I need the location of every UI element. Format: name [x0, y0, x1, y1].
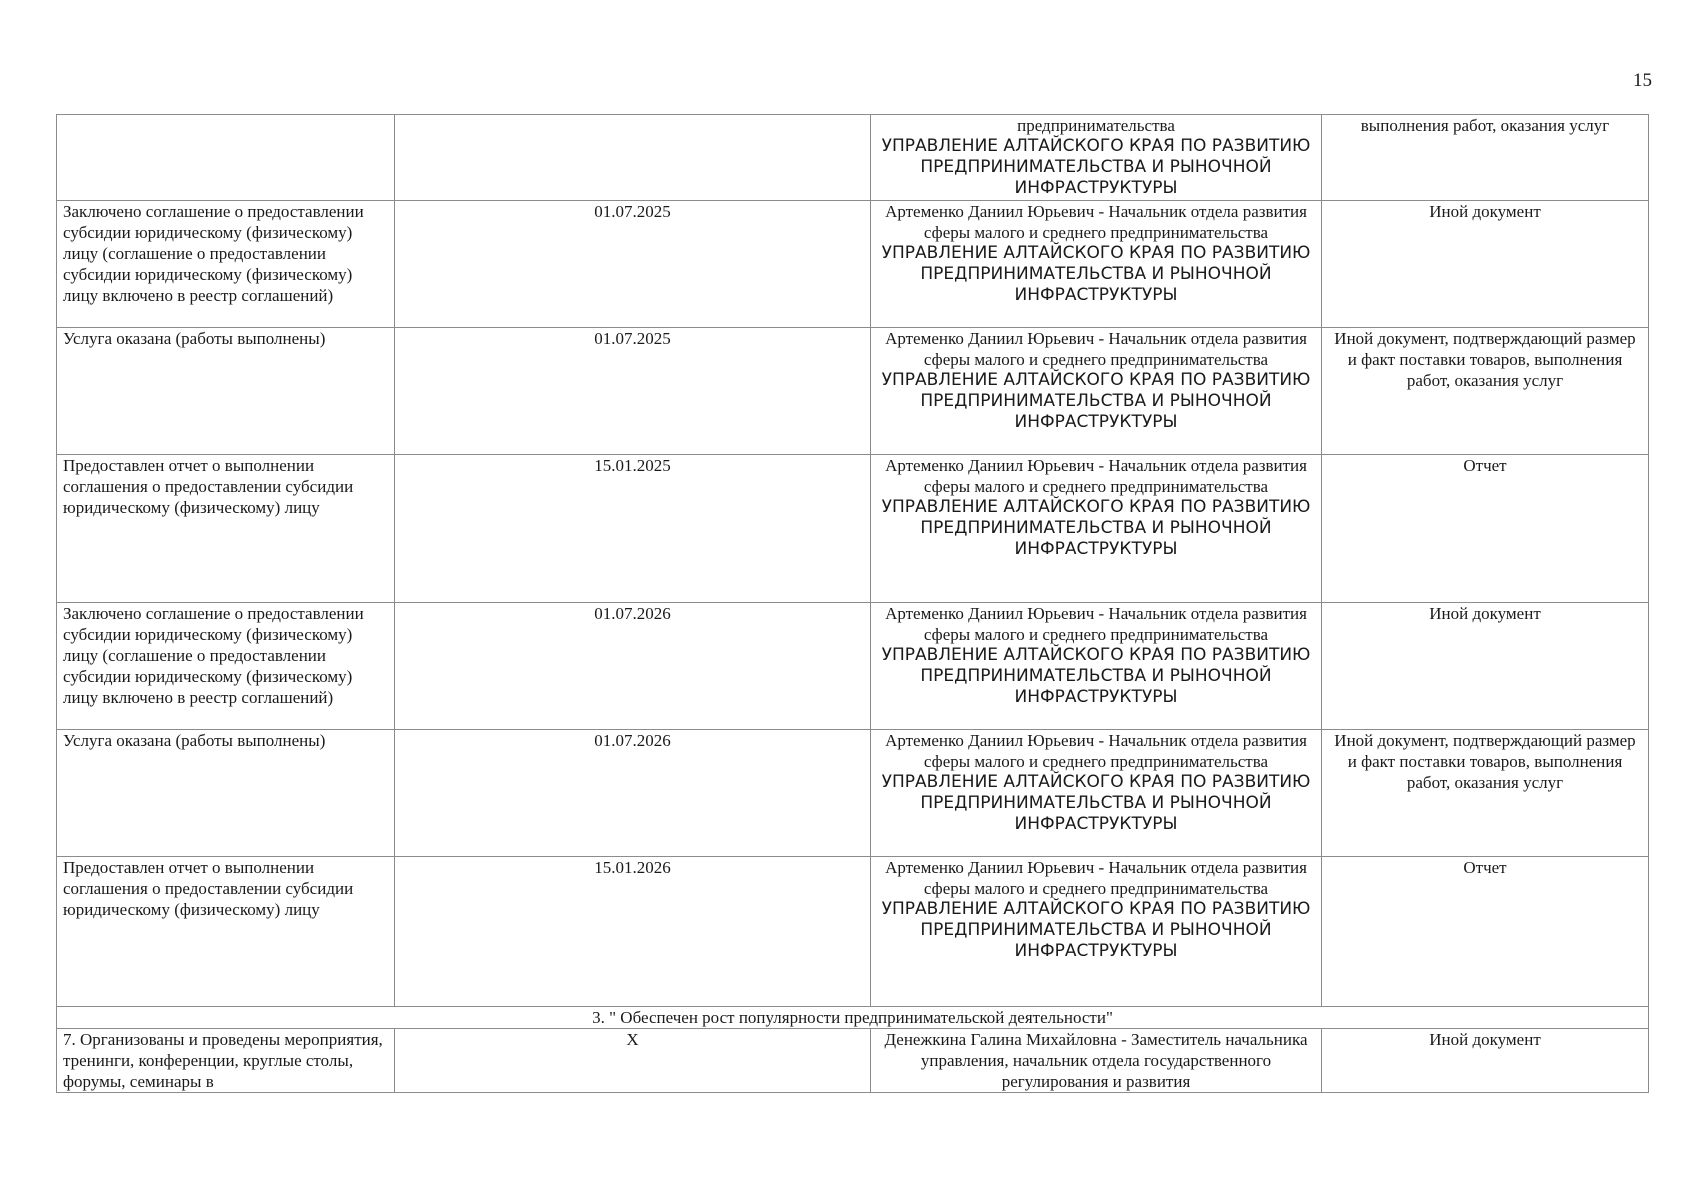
responsible-person: Артеменко Даниил Юрьевич - Начальник отдела развития сферы малого и среднего предпринимательства	[885, 731, 1307, 771]
responsible-cell	[871, 328, 1322, 455]
table-row	[57, 603, 1649, 730]
date-cell: 01.07.2025	[395, 328, 871, 455]
table-row	[57, 857, 1649, 1007]
responsible-cell	[871, 730, 1322, 857]
date-cell: 15.01.2025	[395, 455, 871, 603]
responsible-org: УПРАВЛЕНИЕ АЛТАЙСКОГО КРАЯ ПО РАЗВИТИЮ ПРЕДПРИНИМАТЕЛЬСТВА И РЫНОЧНОЙ ИНФРАСТРУКТУРЫ	[881, 899, 1311, 961]
responsible-person: предпринимательства	[1017, 116, 1175, 135]
event-cell: Предоставлен отчет о выполнении соглашения о предоставлении субсидии юридическому (физическому) лицу	[57, 455, 395, 603]
document-cell: Отчет	[1322, 857, 1649, 1007]
responsible-person: Артеменко Даниил Юрьевич - Начальник отдела развития сферы малого и среднего предпринимательства	[885, 202, 1307, 242]
responsible-cell	[871, 115, 1322, 201]
table-row	[57, 201, 1649, 328]
document-cell: выполнения работ, оказания услуг	[1322, 115, 1649, 201]
event-cell: Услуга оказана (работы выполнены)	[57, 730, 395, 857]
document-cell: Иной документ	[1322, 1029, 1649, 1093]
responsible-org: УПРАВЛЕНИЕ АЛТАЙСКОГО КРАЯ ПО РАЗВИТИЮ ПРЕДПРИНИМАТЕЛЬСТВА И РЫНОЧНОЙ ИНФРАСТРУКТУРЫ	[881, 370, 1311, 432]
responsible-person: Артеменко Даниил Юрьевич - Начальник отдела развития сферы малого и среднего предпринимательства	[885, 456, 1307, 496]
date-cell: X	[395, 1029, 871, 1093]
responsible-cell: Денежкина Галина Михайловна - Заместитель начальника управления, начальник отдела государственного регулирования и развития	[871, 1029, 1322, 1093]
table-row	[57, 455, 1649, 603]
responsible-person: Артеменко Даниил Юрьевич - Начальник отдела развития сферы малого и среднего предпринимательства	[885, 858, 1307, 898]
event-cell	[57, 115, 395, 201]
responsible-org: УПРАВЛЕНИЕ АЛТАЙСКОГО КРАЯ ПО РАЗВИТИЮ ПРЕДПРИНИМАТЕЛЬСТВА И РЫНОЧНОЙ ИНФРАСТРУКТУРЫ	[881, 243, 1311, 305]
section-row	[57, 1007, 1649, 1029]
responsible-org: УПРАВЛЕНИЕ АЛТАЙСКОГО КРАЯ ПО РАЗВИТИЮ ПРЕДПРИНИМАТЕЛЬСТВА И РЫНОЧНОЙ ИНФРАСТРУКТУРЫ	[881, 497, 1311, 559]
event-cell: Заключено соглашение о предоставлении субсидии юридическому (физическому) лицу (соглашение о предоставлении субсидии юридическому (физическому) лицу включено в реестр соглашений)	[57, 603, 395, 730]
table-row	[57, 328, 1649, 455]
responsible-person: Артеменко Даниил Юрьевич - Начальник отдела развития сферы малого и среднего предпринимательства	[885, 329, 1307, 369]
table-row	[57, 1029, 1649, 1093]
responsible-org: УПРАВЛЕНИЕ АЛТАЙСКОГО КРАЯ ПО РАЗВИТИЮ ПРЕДПРИНИМАТЕЛЬСТВА И РЫНОЧНОЙ ИНФРАСТРУКТУРЫ	[881, 772, 1311, 834]
date-cell: 01.07.2026	[395, 603, 871, 730]
event-cell: Предоставлен отчет о выполнении соглашения о предоставлении субсидии юридическому (физическому) лицу	[57, 857, 395, 1007]
date-cell: 15.01.2026	[395, 857, 871, 1007]
responsible-cell	[871, 201, 1322, 328]
document-cell: Иной документ	[1322, 201, 1649, 328]
responsible-org: УПРАВЛЕНИЕ АЛТАЙСКОГО КРАЯ ПО РАЗВИТИЮ ПРЕДПРИНИМАТЕЛЬСТВА И РЫНОЧНОЙ ИНФРАСТРУКТУРЫ	[881, 136, 1311, 198]
page-number: 15	[1633, 70, 1652, 91]
date-cell	[395, 115, 871, 201]
document-cell: Иной документ, подтверждающий размер и факт поставки товаров, выполнения работ, оказания услуг	[1322, 730, 1649, 857]
document-cell: Отчет	[1322, 455, 1649, 603]
responsible-cell	[871, 603, 1322, 730]
responsible-cell	[871, 857, 1322, 1007]
date-cell: 01.07.2026	[395, 730, 871, 857]
event-cell: Заключено соглашение о предоставлении субсидии юридическому (физическому) лицу (соглашение о предоставлении субсидии юридическому (физическому) лицу включено в реестр соглашений)	[57, 201, 395, 328]
responsible-person: Артеменко Даниил Юрьевич - Начальник отдела развития сферы малого и среднего предпринимательства	[885, 604, 1307, 644]
document-cell: Иной документ	[1322, 603, 1649, 730]
table-row	[57, 730, 1649, 857]
section-title: 3. " Обеспечен рост популярности предпринимательской деятельности"	[57, 1007, 1649, 1029]
event-cell: 7. Организованы и проведены мероприятия, тренинги, конференции, круглые столы, форумы, семинары в	[57, 1029, 395, 1093]
document-cell: Иной документ, подтверждающий размер и факт поставки товаров, выполнения работ, оказания услуг	[1322, 328, 1649, 455]
date-cell: 01.07.2025	[395, 201, 871, 328]
responsible-cell	[871, 455, 1322, 603]
responsible-org: УПРАВЛЕНИЕ АЛТАЙСКОГО КРАЯ ПО РАЗВИТИЮ ПРЕДПРИНИМАТЕЛЬСТВА И РЫНОЧНОЙ ИНФРАСТРУКТУРЫ	[881, 645, 1311, 707]
event-cell: Услуга оказана (работы выполнены)	[57, 328, 395, 455]
control-points-table	[56, 114, 1649, 1093]
table-row	[57, 115, 1649, 201]
